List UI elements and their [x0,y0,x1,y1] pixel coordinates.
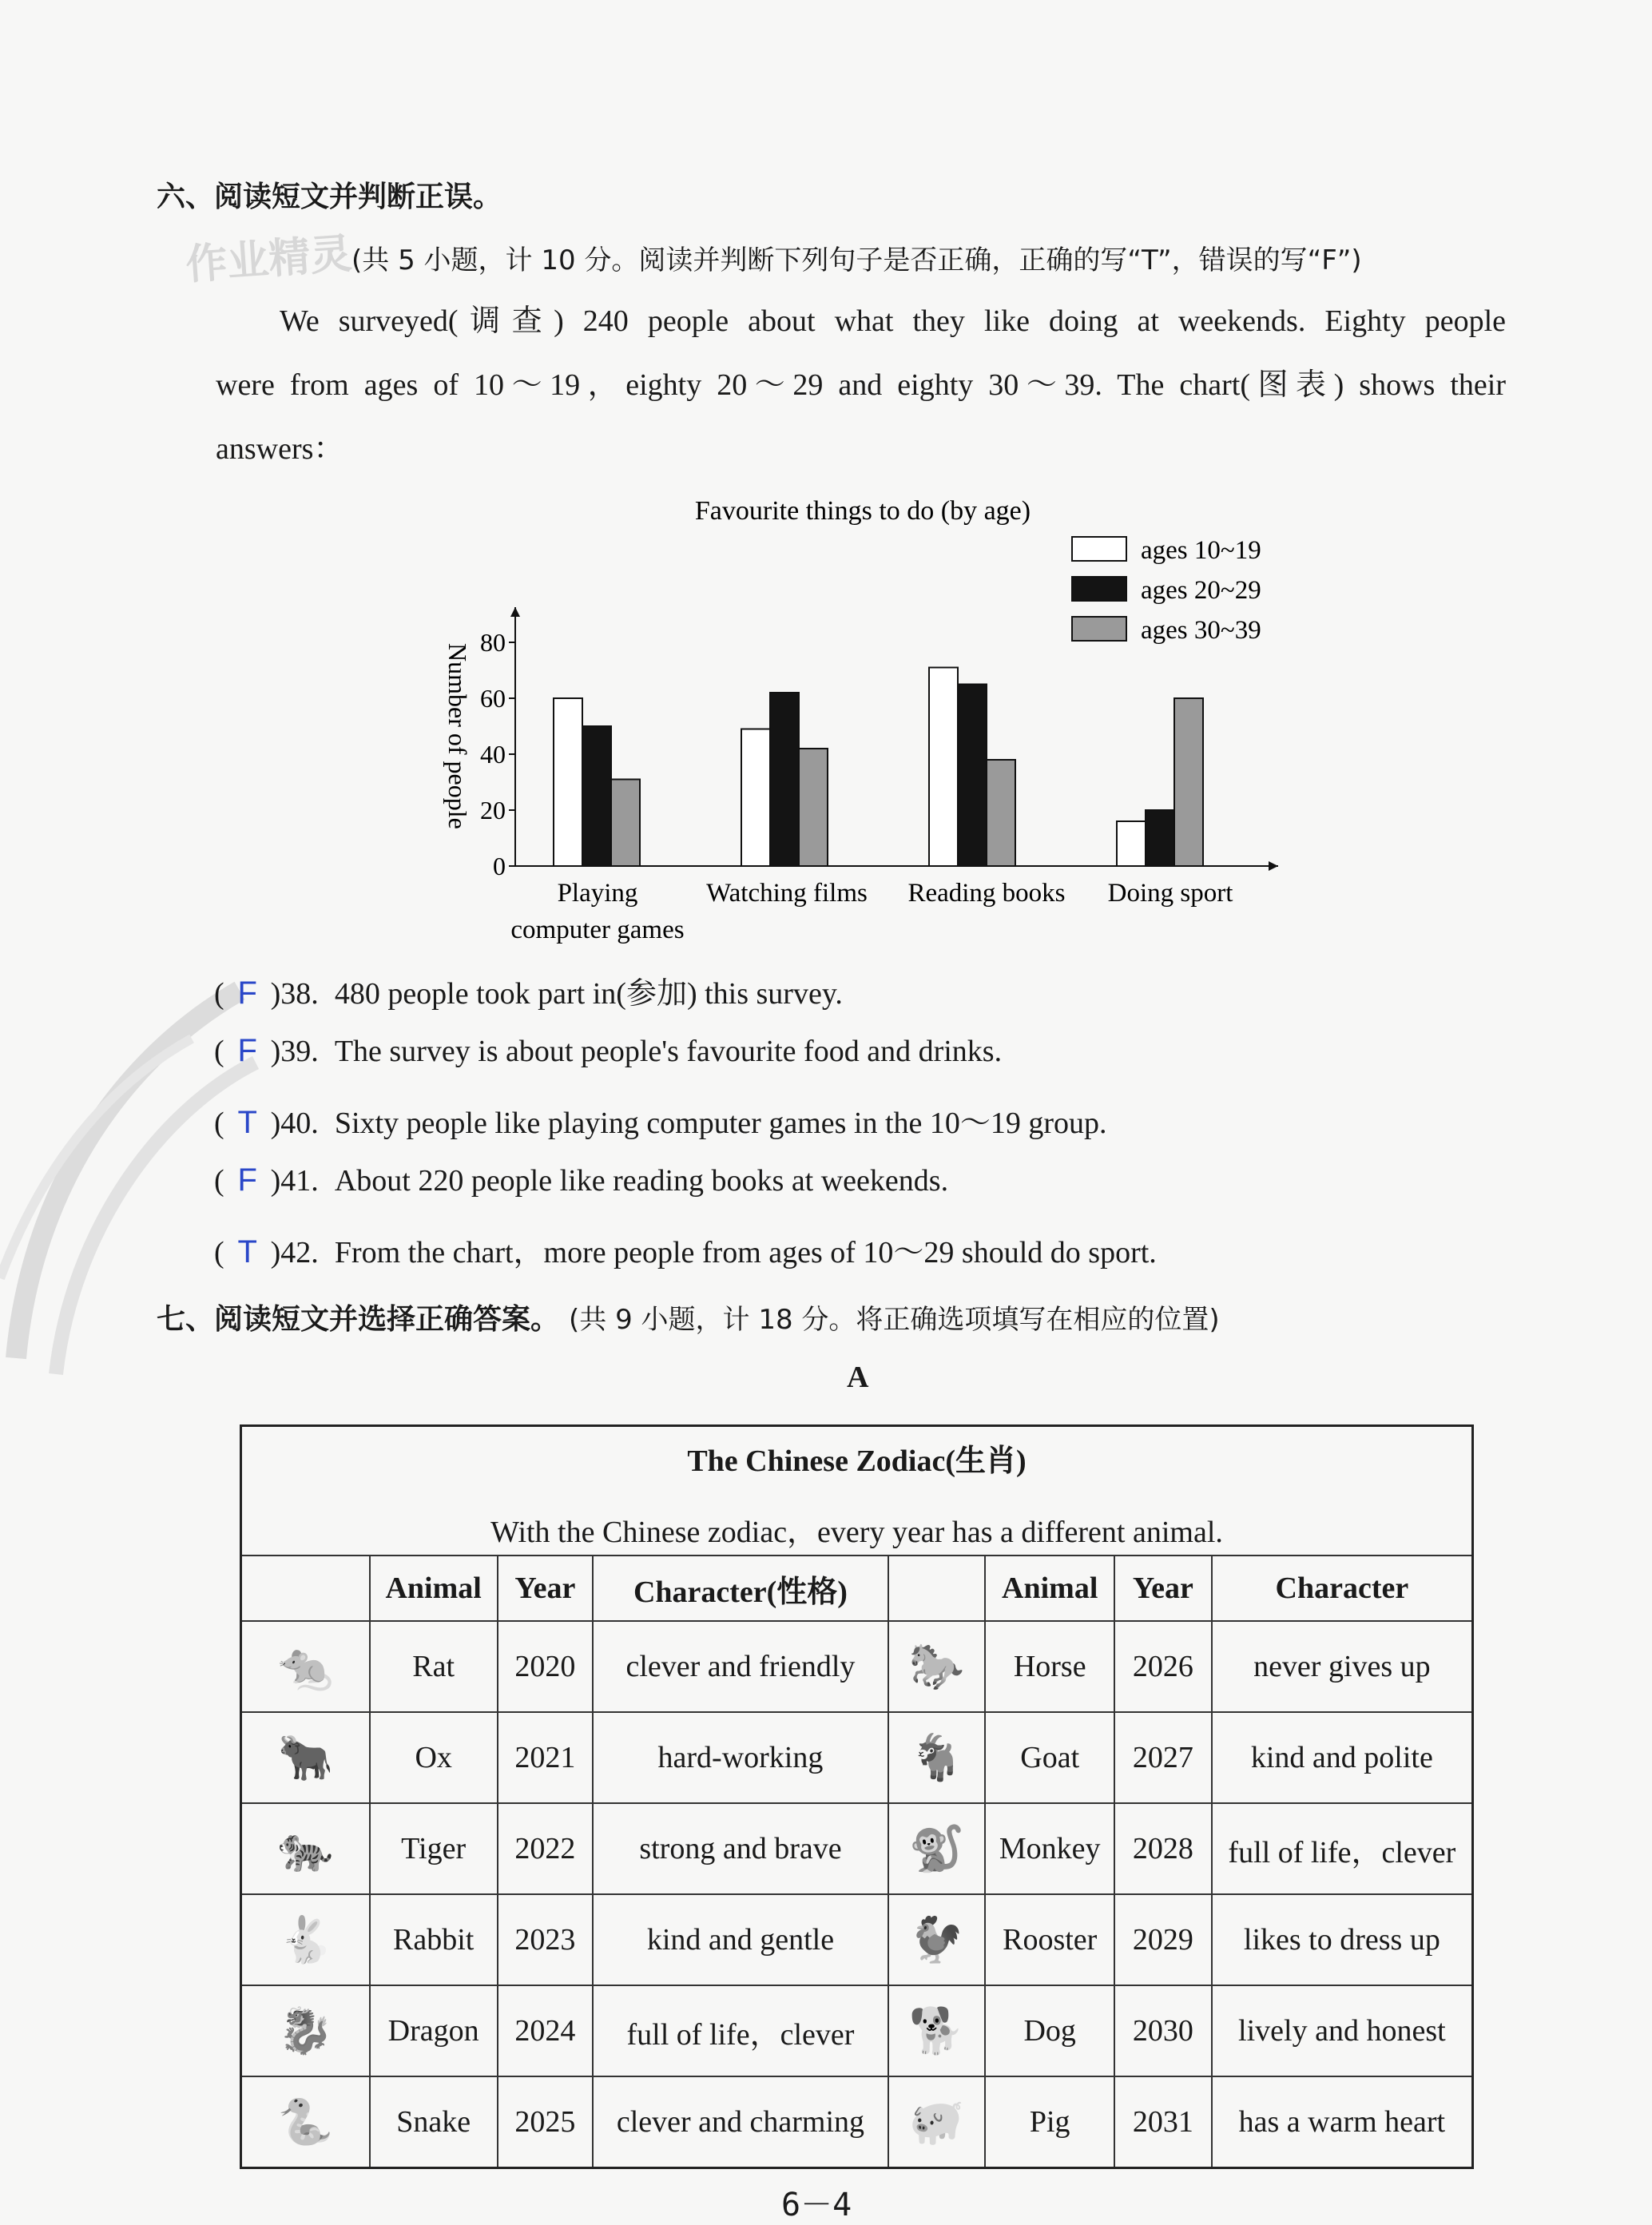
header-icon-left [241,1556,370,1621]
animal-cell: Dragon [370,1985,498,2076]
bar-1-0 [741,729,770,867]
header-character-left: Character(性格) [593,1556,888,1621]
zodiac-table [240,1424,1474,2169]
year-cell: 2024 [498,1985,594,2076]
question-text: From the chart，more people from ages of 10～29 should do sport. [334,1236,1157,1269]
answer-field[interactable]: F [237,975,257,1011]
answer-field[interactable]: T [237,1105,257,1140]
bar-chart [423,479,1302,959]
character-cell: full of life，clever [1212,1803,1473,1894]
table-row [241,1621,1473,1712]
monkey-icon: 🐒 [908,1825,965,1874]
tiger-icon: 🐅 [277,1825,334,1874]
chart-title: Favourite things to do (by age) [694,496,1031,526]
y-axis-label: Number of people [443,643,472,829]
rabbit-icon [241,1894,370,1985]
y-tick-label: 60 [480,684,506,713]
year-cell: 2031 [1114,2076,1212,2168]
ox-icon [241,1712,370,1803]
header-icon-right [888,1556,986,1621]
character-cell: clever and friendly [593,1621,888,1712]
year-cell: 2020 [498,1621,594,1712]
header-animal-left: Animal [370,1556,498,1621]
snake-icon [241,2076,370,2168]
section6-title: 六、阅读短文并判断正误。 [157,181,502,213]
year-cell: 2029 [1114,1894,1212,1985]
header-year-right: Year [1114,1556,1212,1621]
x-tick-label: Reading books [907,879,1066,908]
passage-line-1: We surveyed(调查) 240 people about what they like doing at weekends. Eighty people [280,304,1506,338]
legend-label: ages 30~39 [1141,616,1261,645]
chart-legend [1072,536,1261,645]
rat-icon: 🐀 [277,1643,334,1692]
character-cell: strong and brave [593,1803,888,1894]
legend-swatch [1072,537,1126,561]
animal-cell: Rooster [985,1894,1114,1985]
snake-icon: 🐍 [277,2098,334,2148]
question-text: 480 people took part in(参加) this survey. [334,977,843,1011]
x-tick-label: computer games [510,916,685,944]
zodiac-subtitle: With the Chinese zodiac，every year has a different animal. [490,1516,1223,1549]
table-row [241,1712,1473,1803]
ox-icon: 🐂 [277,1734,334,1783]
paren-left: ( [214,1236,224,1269]
legend-label: ages 20~29 [1141,576,1261,605]
year-cell: 2028 [1114,1803,1212,1894]
legend-label: ages 10~19 [1141,536,1261,565]
animal-cell: Monkey [985,1803,1114,1894]
x-tick-label: Watching films [706,879,868,908]
table-row [241,1894,1473,1985]
answer-field[interactable]: T [237,1234,257,1269]
bar-1-2 [799,749,828,866]
bar-0-1 [582,726,611,866]
table-row [241,2076,1473,2168]
dog-icon [888,1985,986,2076]
question-number: )39. [270,1035,319,1068]
horse-icon [888,1621,986,1712]
passage-line-3: answers： [216,432,344,466]
answer-field[interactable]: F [237,1033,257,1068]
rat-icon [241,1621,370,1712]
question-number: )40. [270,1107,319,1140]
section6-instruction: (共 5 小题，计 10 分。阅读并判断下列句子是否正确，正确的写“T”，错误的写“F”) [351,244,1362,276]
bar-3-0 [1117,821,1146,866]
dragon-icon: 🐉 [277,2007,334,2056]
passage-line-2: were from ages of 10～19，eighty 20～29 and eighty 30～39. The chart(图表) shows their [216,368,1506,402]
question-row [214,1033,1002,1069]
animal-cell: Goat [985,1712,1114,1803]
dog-icon: 🐕 [908,2007,965,2056]
bar-2-0 [929,668,958,867]
character-cell: has a warm heart [1212,2076,1473,2168]
goat-icon: 🐐 [908,1734,965,1783]
question-row [214,968,843,1012]
animal-cell: Dog [985,1985,1114,2076]
paren-left: ( [214,977,224,1011]
y-tick-label: 80 [480,628,506,657]
character-cell: hard-working [593,1712,888,1803]
character-cell: kind and polite [1212,1712,1473,1803]
header-animal-right: Animal [985,1556,1114,1621]
year-cell: 2023 [498,1894,594,1985]
question-number: )41. [270,1164,319,1198]
dragon-icon [241,1985,370,2076]
character-cell: kind and gentle [593,1894,888,1985]
goat-icon [888,1712,986,1803]
question-number: )38. [270,977,319,1011]
header-character-right: Character [1212,1556,1473,1621]
year-cell: 2021 [498,1712,594,1803]
year-cell: 2026 [1114,1621,1212,1712]
page-number: 6－4 [781,2187,852,2223]
rooster-icon [888,1894,986,1985]
year-cell: 2025 [498,2076,594,2168]
paren-left: ( [214,1107,224,1140]
year-cell: 2027 [1114,1712,1212,1803]
horse-icon: 🐎 [908,1643,965,1692]
x-tick-label: Doing sport [1107,879,1233,908]
y-tick-label: 0 [493,852,506,880]
animal-cell: Tiger [370,1803,498,1894]
zodiac-title: The Chinese Zodiac(生肖) [687,1444,1027,1478]
y-axis-arrow [510,607,520,617]
x-axis-arrow [1269,861,1278,871]
monkey-icon [888,1803,986,1894]
question-text: About 220 people like reading books at weekends. [334,1164,949,1198]
y-tick-label: 20 [480,796,506,824]
bar-3-1 [1146,810,1174,866]
year-cell: 2030 [1114,1985,1212,2076]
table-row [241,1803,1473,1894]
year-cell: 2022 [498,1803,594,1894]
section7-instruction: (共 9 小题，计 18 分。将正确选项填写在相应的位置) [569,1304,1220,1336]
watermark-logo: 作业精灵 [184,229,354,290]
question-text: The survey is about people's favourite food and drinks. [334,1035,1003,1068]
part-label: A [847,1361,869,1394]
table-row [241,1985,1473,2076]
x-tick-label: Playing [557,879,638,908]
pig-icon [888,2076,986,2168]
character-cell: full of life，clever [593,1985,888,2076]
pig-icon: 🐖 [908,2098,965,2148]
paren-left: ( [214,1164,224,1198]
legend-swatch [1072,577,1126,601]
tiger-icon [241,1803,370,1894]
rabbit-icon: 🐇 [277,1916,334,1965]
header-year-left: Year [498,1556,594,1621]
character-cell: likes to dress up [1212,1894,1473,1985]
paren-left: ( [214,1035,224,1068]
question-row [214,1227,1157,1271]
character-cell: lively and honest [1212,1985,1473,2076]
question-text: Sixty people like playing computer games in the 10～19 group. [334,1107,1107,1140]
animal-cell: Rat [370,1621,498,1712]
bar-0-0 [554,698,582,866]
answer-field[interactable]: F [237,1162,257,1198]
animal-cell: Ox [370,1712,498,1803]
character-cell: clever and charming [593,2076,888,2168]
bar-0-2 [611,780,640,867]
rooster-icon: 🐓 [908,1916,965,1965]
animal-cell: Horse [985,1621,1114,1712]
section7-title: 七、阅读短文并选择正确答案。 [157,1303,560,1336]
character-cell: never gives up [1212,1621,1473,1712]
animal-cell: Snake [370,2076,498,2168]
y-tick-label: 40 [480,740,506,769]
question-row [214,1162,948,1198]
question-number: )42. [270,1236,319,1269]
animal-cell: Rabbit [370,1894,498,1985]
bar-1-1 [770,693,799,866]
bar-3-2 [1174,698,1203,866]
bar-2-2 [987,760,1015,866]
animal-cell: Pig [985,2076,1114,2168]
question-row [214,1098,1107,1142]
legend-swatch [1072,617,1126,641]
bar-2-1 [958,685,987,867]
